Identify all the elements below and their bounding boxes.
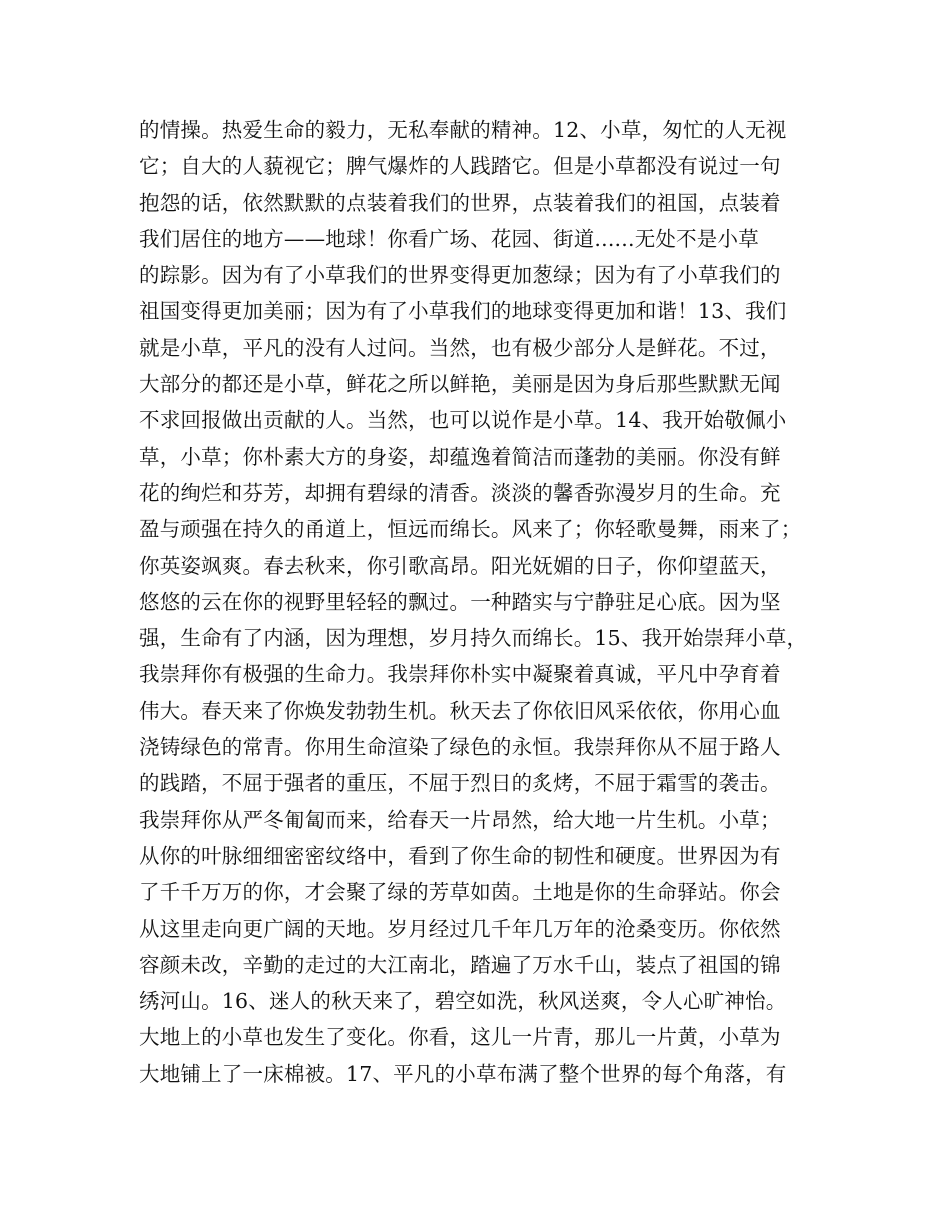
text-line: 的情操。热爱生命的毅力，无私奉献的精神。12、小草，匆忙的人无视	[139, 118, 787, 142]
text-line: 花的绚烂和芬芳，却拥有碧绿的清香。淡淡的馨香弥漫岁月的生命。充	[139, 480, 781, 505]
text-line: 大地铺上了一床棉被。17、平凡的小草布满了整个世界的每个角落，有	[139, 1061, 787, 1086]
text-line: 抱怨的话，依然默默的点装着我们的世界，点装着我们的祖国，点装着	[139, 190, 781, 215]
text-line: 了千千万万的你，才会聚了绿的芳草如茵。土地是你的生命驿站。你会	[139, 880, 781, 905]
body-text	[139, 112, 829, 1092]
text-line: 大地上的小草也发生了变化。你看，这儿一片青，那儿一片黄，小草为	[139, 1025, 781, 1050]
text-line: 从这里走向更广阔的天地。岁月经过几千年几万年的沧桑变历。你依然	[139, 916, 781, 941]
text-line: 的踪影。因为有了小草我们的世界变得更加葱绿；因为有了小草我们的	[139, 263, 781, 288]
text-line: 不求回报做出贡献的人。当然，也可以说作是小草。14、我开始敬佩小	[139, 408, 787, 433]
text-line: 我们居住的地方——地球！你看广场、花园、街道......无处不是小草	[139, 226, 759, 251]
text-line: 伟大。春天来了你焕发勃勃生机。秋天去了你依旧风采依依，你用心血	[139, 698, 781, 723]
text-line: 它；自大的人藐视它；脾气爆炸的人践踏它。但是小草都没有说过一句	[139, 154, 781, 179]
text-line: 我崇拜你有极强的生命力。我崇拜你朴实中凝聚着真诚，平凡中孕育着	[139, 662, 781, 687]
text-line: 容颜未改，辛勤的走过的大江南北，踏遍了万水千山，装点了祖国的锦	[139, 952, 781, 977]
text-line: 祖国变得更加美丽；因为有了小草我们的地球变得更加和谐！13、我们	[139, 299, 787, 324]
text-line: 你英姿飒爽。春去秋来，你引歌高昂。阳光妩媚的日子，你仰望蓝天，	[139, 553, 781, 578]
text-line: 草，小草；你朴素大方的身姿，却蕴逸着简洁而蓬勃的美丽。你没有鲜	[139, 444, 781, 469]
text-line: 绣河山。16、迷人的秋天来了，碧空如洗，秋风送爽，令人心旷神怡。	[139, 989, 787, 1014]
text-line: 悠悠的云在你的视野里轻轻的飘过。一种踏实与宁静驻足心底。因为坚	[139, 589, 781, 614]
text-line: 就是小草，平凡的没有人过问。当然，也有极少部分人是鲜花。不过，	[139, 335, 781, 360]
text-line: 的践踏，不屈于强者的重压，不屈于烈日的炙烤，不屈于霜雪的袭击。	[139, 771, 781, 796]
text-line: 盈与顽强在持久的甬道上，恒远而绵长。风来了；你轻歌曼舞，雨来了；	[139, 517, 802, 542]
text-line: 从你的叶脉细细密密纹络中，看到了你生命的韧性和硬度。世界因为有	[139, 843, 781, 868]
text-line: 我崇拜你从严冬匍匐而来，给春天一片昂然，给大地一片生机。小草；	[139, 807, 781, 832]
text-line: 浇铸绿色的常青。你用生命渲染了绿色的永恒。我崇拜你从不屈于路人	[139, 735, 781, 760]
text-line: 大部分的都还是小草，鲜花之所以鲜艳，美丽是因为身后那些默默无闻	[139, 372, 781, 397]
text-line: 强，生命有了内涵，因为理想，岁月持久而绵长。15、我开始崇拜小草，	[139, 626, 808, 651]
